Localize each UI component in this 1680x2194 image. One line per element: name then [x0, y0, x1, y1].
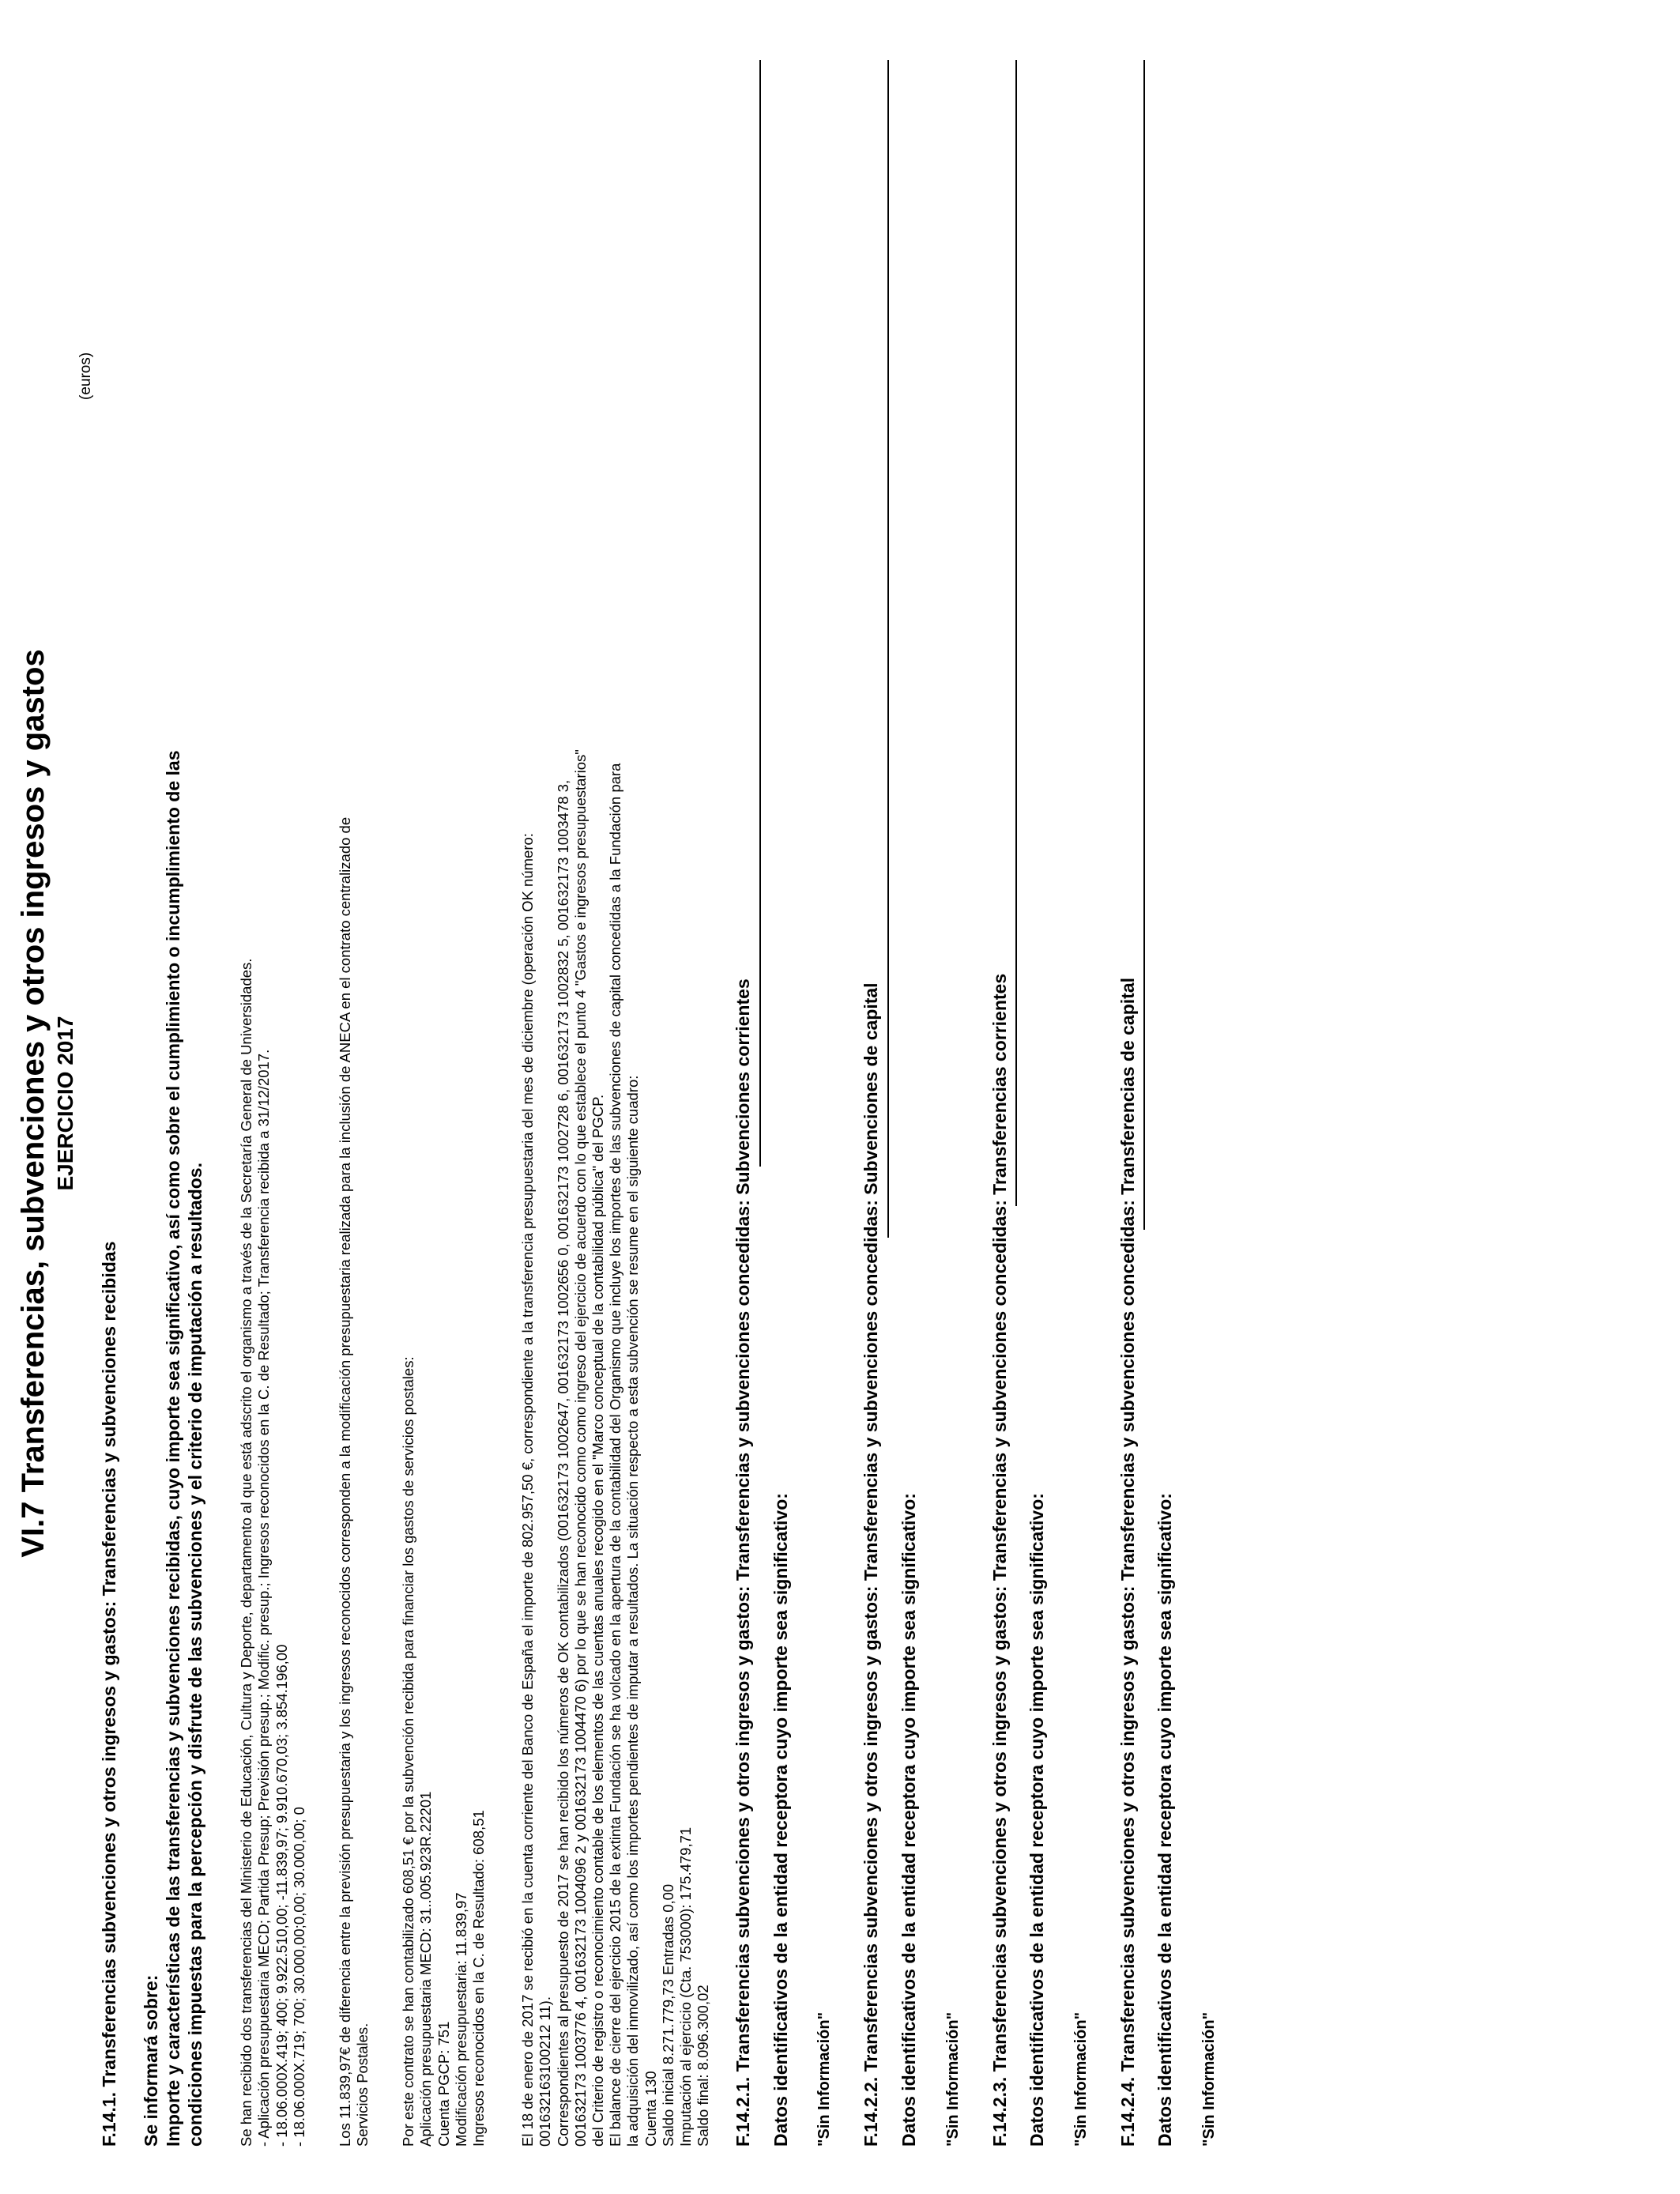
transferencias-recibidas-paragraph: Se han recibido dos transferencias del Ministerio de Educación, Cultura y Deporte, departamento al que está adscrito el organismo a través de la Secretaría General de Universidades. - Aplicación presupuestaria MECD; Partida Presup; Previsión presup.; Modific. presup.; Ingresos reconocidos en la C. de Resultado; Transferencia recibida a 31/12/2017. - 18.06.000X.419; 400; 9.922.510,00; -11.839,97; 9.910.670,03; 3.854.196,00 - 18.06.000X.719; 700; 30.000,00;0,00; 30.000,00; 0	[238, 958, 307, 2147]
servicios-postales-paragraph: Por este contrato se han contabilizado 608,51 € por la subvención recibida para financiar los gastos de servicios postales: Aplicación presupuestaria MECD: 31..005.923R.22201 Cuenta PGCP: 751 Modificación presupuestaria: 11.839,97 Ingresos reconocidos en la C. de Resultado: 608,51	[400, 1356, 488, 2147]
section-f1421-rule	[755, 60, 770, 2147]
informara-label: Se informará sobre:	[141, 1974, 162, 2147]
diferencia-prevision-paragraph: Los 11.839,97€ de diferencia entre la previsión presupuestaria y los ingresos reconocidos corresponden a la modificación presupuestaria realizada para la inclusión de ANECA en el contrato centralizado de Servicios Postales.	[336, 816, 371, 2147]
section-f1422-sin-informacion: "Sin Información"	[944, 2011, 962, 2147]
section-f1424-heading: F.14.2.4. Transferencias subvenciones y otros ingresos y gastos: Transferencias y subvenciones concedidas: Transferencias de capital	[1117, 977, 1138, 2147]
section-f1424-rule	[1139, 60, 1155, 2147]
section-f1424-sin-informacion: "Sin Información"	[1200, 2011, 1219, 2147]
document-content	[16, 60, 1219, 2147]
section-f1423-rule	[1011, 60, 1026, 2147]
section-f1422-rule	[883, 60, 898, 2147]
currency-unit: (euros)	[77, 352, 94, 400]
horizontal-rule	[759, 60, 761, 1167]
section-f1422-heading: F.14.2.2. Transferencias subvenciones y otros ingresos y gastos: Transferencias y subvenciones concedidas: Subvenciones de capital	[861, 982, 882, 2147]
section-f1423-datos: Datos identificativos de la entidad receptora cuyo importe sea significativo:	[1026, 1493, 1048, 2147]
section-f1423-sin-informacion: "Sin Información"	[1072, 2011, 1090, 2147]
section-f1421-datos: Datos identificativos de la entidad receptora cuyo importe sea significativo:	[770, 1493, 791, 2147]
section-f1423-heading: F.14.2.3. Transferencias subvenciones y otros ingresos y gastos: Transferencias y subvenciones concedidas: Transferencias corrientes	[989, 973, 1010, 2147]
section-f1424-datos: Datos identificativos de la entidad receptora cuyo importe sea significativo:	[1155, 1493, 1176, 2147]
section-f1422-datos: Datos identificativos de la entidad receptora cuyo importe sea significativo:	[898, 1493, 920, 2147]
fiscal-year: EJERCICIO 2017	[53, 1016, 77, 1191]
horizontal-rule	[1143, 60, 1145, 1230]
horizontal-rule	[1015, 60, 1017, 1206]
banco-espana-paragraph: El 18 de enero de 2017 se recibió en la cuenta corriente del Banco de España el importe de 802.957,50 €, correspondiente a la transferencia presupuestaria del mes de diciembre (operación OK número: 001632163100212 11). Correspondientes al presupuesto de 2017 se han recibido los números de OK contabilizados (001632173 1002647, 001632173 1002656 0, 001632173 1002728 6, 001632173 1002832 5, 001632173 1003478 3, 001632173 1003776 4, 001632173 1004096 2 y 001632173 1004470 6) por lo que se han reconocido como como ingreso del ejercicio de acuerdo con lo que establece el punto 4 "Gastos e ingresos presupuestarios" del Criterio de registro o reconocimiento contable de los elementos de las cuentas anuales recogido en el "Marco conceptual de la contabilidad pública" del PGCP. El balance de cierre del ejercicio 2015 de la extinta Fundación se ha volcado en la apertura de la contabilidad del Organismo que incluye los importes de las subvenciones de capital concedidas a la Fundación para la adquisición del inmovilizado, así como los importes pendientes de imputar a resultados. La situación respecto a esta subvención se resume en el siguiente cuadro: Cuenta 130 Saldo inicial 8.271.779,73 Entradas 0,00 Imputación al ejercicio (Cta. 753000): 175.479,71 Saldo final: 8.096.300,02	[519, 749, 712, 2147]
importe-description-line1: Importe y características de las transferencias y subvenciones recibidas, cuyo importe sea significativo, así como sobre el cumplimiento o incumplimiento de las	[162, 750, 183, 2147]
importe-description-line2: condiciones impuestas para la percepción y disfrute de las subvenciones y el criterio de imputación a resultados.	[184, 1163, 205, 2147]
section-f1421-sin-informacion: "Sin Información"	[816, 2011, 834, 2147]
section-f141-heading: F.14.1. Transferencias subvenciones y otros ingresos y gastos: Transferencias y subvenciones recibidas	[98, 1241, 119, 2147]
horizontal-rule	[887, 60, 889, 1238]
page-title: VI.7 Transferencias, subvenciones y otros ingresos y gastos	[16, 649, 51, 1558]
section-f1421-heading: F.14.2.1. Transferencias subvenciones y otros ingresos y gastos: Transferencias y subvenciones concedidas: Subvenciones corrientes	[733, 978, 754, 2147]
